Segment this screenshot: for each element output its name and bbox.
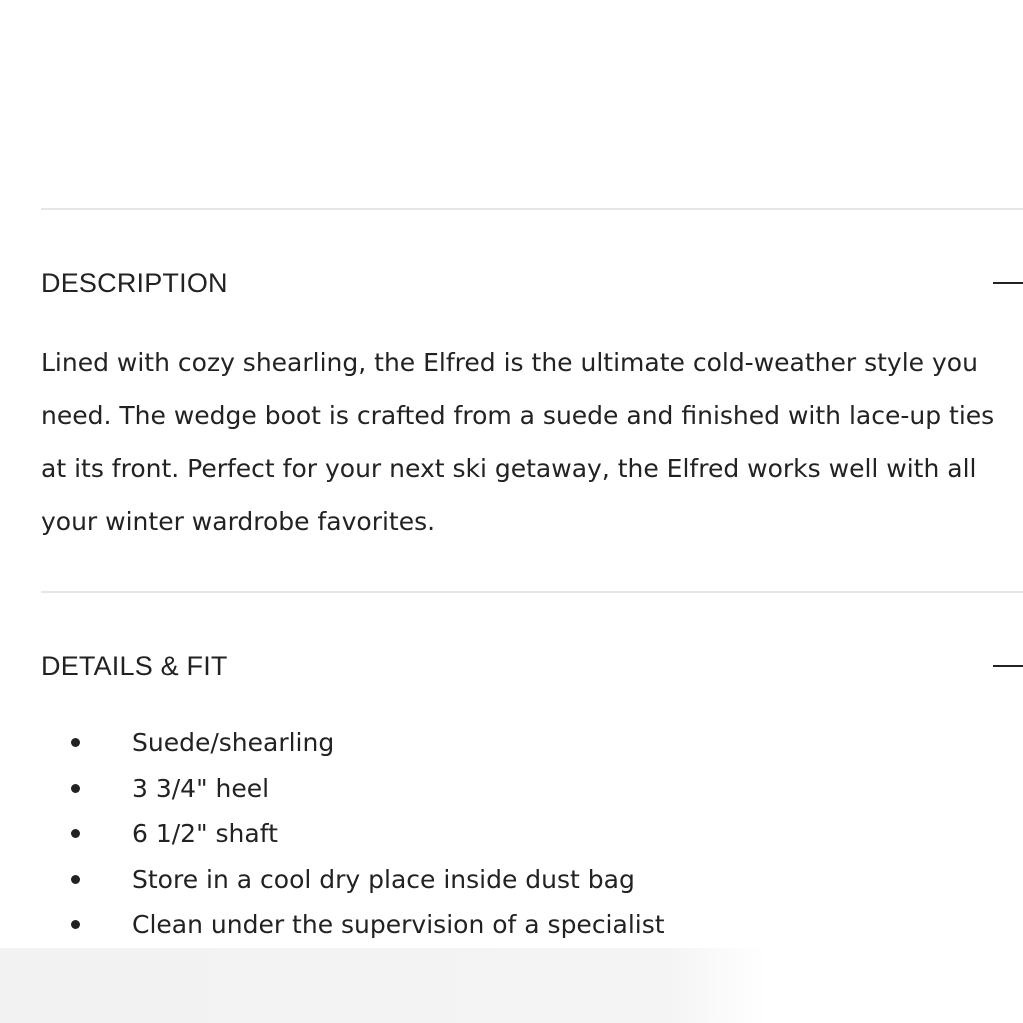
- list-item: [41, 811, 665, 857]
- list-item-text: 6 1/2" shaft: [132, 819, 278, 849]
- list-item-text: Clean under the supervision of a specialist: [132, 910, 665, 940]
- bullet-icon: [71, 920, 80, 929]
- description-accordion-header[interactable]: [41, 263, 1023, 303]
- section-divider: [41, 591, 1023, 593]
- bullet-icon: [71, 829, 80, 838]
- list-item: [41, 857, 665, 903]
- minus-icon[interactable]: [993, 282, 1023, 284]
- list-item: [41, 766, 665, 812]
- details-fit-title: DETAILS & FIT: [41, 650, 228, 681]
- bullet-icon: [71, 784, 80, 793]
- list-item: [41, 902, 665, 948]
- list-item-text: Store in a cool dry place inside dust bag: [132, 864, 635, 894]
- details-fit-accordion-header[interactable]: [41, 646, 1023, 686]
- details-fit-list: [41, 720, 665, 948]
- bullet-icon: [71, 875, 80, 884]
- minus-icon[interactable]: [993, 665, 1023, 667]
- list-item-text: 3 3/4" heel: [132, 773, 270, 803]
- description-body: Lined with cozy shearling, the Elfred is the ultimate cold-weather style you need. The wedge boot is crafted from a suede and finished with lace-up ties at its front. Perfect for your next ski getaway, the Elfred works well with all your winter wardrobe favorites.: [41, 348, 995, 536]
- list-item: [41, 720, 665, 766]
- description-title: DESCRIPTION: [41, 267, 228, 298]
- list-item-text: Suede/shearling: [132, 728, 335, 758]
- bottom-overlay: [0, 948, 1023, 1023]
- top-divider: [41, 208, 1023, 210]
- bullet-icon: [71, 738, 80, 747]
